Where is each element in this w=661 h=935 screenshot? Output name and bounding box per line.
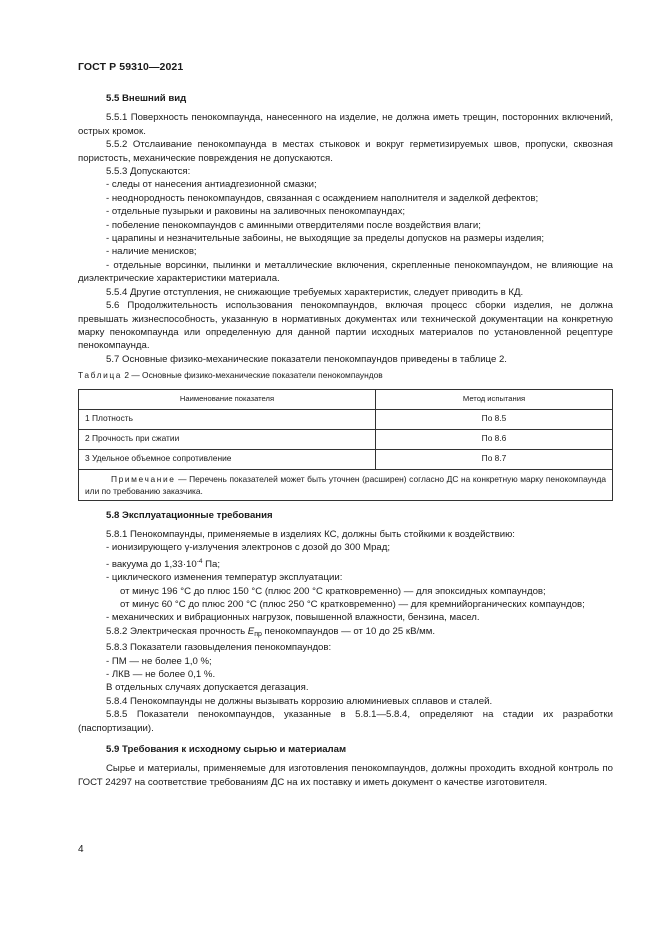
list-item: - отдельные ворсинки, пылинки и металлические включения, скрепленные пенокомпаундом, не влияющие на диэлектрические характеристики материала. [78,259,613,285]
paragraph-5-8-1: 5.8.1 Пенокомпаунды, применяемые в изделиях КС, должны быть стойкими к воздействию: [106,528,515,540]
list-item: - механических и вибрационных нагрузок, повышенной влажности, бензина, масел. [106,612,480,624]
list-item-text: - вакуума до 1,33·10 [106,558,197,570]
paragraph-5-5-3: 5.5.3 Допускаются: [106,166,191,178]
paragraph-5-5-2: 5.5.2 Отслаивание пенокомпаунда в местах стыковок и вокруг герметизируемых швов, пропуски, сквозная пористость, механические повреждения не допускаются. [78,139,613,164]
paragraph-5-8-4: 5.8.4 Пенокомпаунды не должны вызывать коррозию алюминиевых сплавов и сталей. [106,695,493,707]
paragraph-text: 5.8.2 Электрическая прочность [106,625,248,637]
symbol-e: E [247,625,255,637]
page-content [78,92,613,789]
paragraph-5-9: Сырье и материалы, применяемые для изготовления пенокомпаундов, должны проходить входной контроль по ГОСТ 24297 на соответствие требованиям ДС на их поставку и иметь документ о качестве изготовителя. [78,763,613,788]
table-caption-text: 2 — Основные физико-механические показатели пенокомпаундов [122,370,383,381]
table-cell-method: По 8.7 [376,449,613,469]
paragraph-5-5-1: 5.5.1 Поверхность пенокомпаунда, нанесенного на изделие, не должна иметь трещин, посторонних включений, острых кромок. [78,112,613,137]
table-row [79,449,613,469]
paragraph-5-8-3: 5.8.3 Показатели газовыделения пенокомпаундов: [106,642,332,654]
paragraph-text: пенокомпаундов — от 10 до 25 кВ/мм. [261,625,436,637]
list-item: - царапины и незначительные забоины, не выходящие за пределы допусков на размеры изделия; [106,233,545,245]
table-row [79,409,613,429]
section-heading-5-8: 5.8 Эксплуатационные требования [106,509,273,521]
paragraph-5-6: 5.6 Продолжительность использования пенокомпаундов, включая процесс сборки изделия, не должна превышать жизнеспособность, указанную в нормативных документах или технической документации на конкретную марку пенокомпаунда или определенную для данной партии исходных материалов по установленной рецептуре пенокомпаунда. [78,300,613,352]
table-cell-method: По 8.5 [376,409,613,429]
paragraph-5-5-4: 5.5.4 Другие отступления, не снижающие требуемых характеристик, следует приводить в КД. [106,286,524,298]
list-item: - ЛКВ — не более 0,1 %. [106,669,216,680]
list-item: - отдельные пузырьки и раковины на заливочных пенокомпаундах; [106,206,406,218]
table-cell-name: 1 Плотность [79,409,376,429]
table-note-row [79,469,613,500]
standard-header: ГОСТ Р 59310—2021 [78,61,184,73]
exponent: -4 [196,557,203,565]
table-caption-label: Таблица [78,370,123,381]
properties-table [78,389,613,501]
column-header-name: Наименование показателя [79,389,376,409]
section-heading-5-5: 5.5 Внешний вид [106,93,187,104]
section-heading-5-9: 5.9 Требования к исходному сырью и материалам [106,744,347,756]
table-cell-name: 3 Удельное объемное сопротивление [79,449,376,469]
column-header-method: Метод испытания [376,389,613,409]
paragraph-5-8-2 [78,625,613,641]
paragraph-5-8-5: 5.8.5 Показатели пенокомпаундов, указанные в 5.8.1—5.8.4, определяют на стадии их разработки (паспортизации). [78,709,613,734]
table-note-label: Примечание [111,473,176,484]
table-note [79,469,613,500]
table-row [79,429,613,449]
list-item: - ПМ — не более 1,0 %; [106,655,212,667]
list-item-text: Па; [202,558,221,570]
list-item: - ионизирующего γ-излучения электронов с дозой до 300 Мрад; [106,542,391,554]
table-cell-method: По 8.6 [376,429,613,449]
list-item: - неоднородность пенокомпаундов, связанная с осаждением наполнителя и заделкой дефектов; [106,192,539,204]
list-item: - следы от нанесения антиадгезионной смазки; [106,179,317,191]
list-item: - циклического изменения температур эксплуатации: [106,572,343,584]
sub-item: от минус 196 °С до плюс 150 °С (плюс 200 °С кратковременно) — для эпоксидных компаундов; [120,585,546,597]
list-item: - наличие менисков; [106,246,197,258]
sub-item: от минус 60 °С до плюс 200 °С (плюс 250 °С кратковременно) — для кремнийорганических компаундов; [120,598,585,610]
table-caption [78,369,613,382]
paragraph-degassing: В отдельных случаях допускается дегазация. [106,682,309,694]
table-cell-name: 2 Прочность при сжатии [79,429,376,449]
paragraph-5-7: 5.7 Основные физико-механические показатели пенокомпаундов приведены в таблице 2. [106,353,507,365]
page-number: 4 [78,844,84,855]
subscript: пр [254,630,262,638]
table-header-row [79,389,613,409]
list-item [78,555,613,571]
list-item: - побеление пенокомпаундов с аминными отвердителями после воздействия влаги; [106,219,481,231]
table-note-text: — Перечень показателей может быть уточнен (расширен) согласно ДС на конкретную марку пенокомпаунда или по требованию заказчика. [85,473,606,496]
